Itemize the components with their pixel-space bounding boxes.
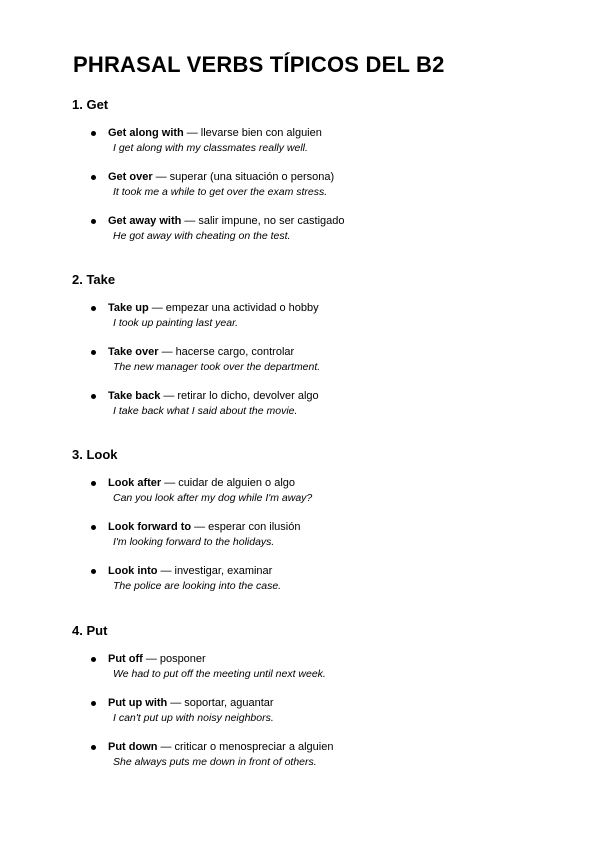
- dash: —: [184, 215, 196, 227]
- example-sentence: She always puts me down in front of others.: [113, 756, 317, 768]
- section-get: [72, 97, 572, 246]
- example-sentence: I get along with my classmates really well.: [113, 142, 308, 154]
- dash: —: [155, 171, 167, 183]
- dash: —: [186, 127, 198, 139]
- phrasal-verb: Take over: [108, 346, 159, 358]
- example-sentence: He got away with cheating on the test.: [113, 230, 291, 242]
- dash: —: [160, 741, 172, 753]
- phrasal-verb: Look forward to: [108, 521, 192, 533]
- phrasal-verb: Get along with: [108, 127, 184, 139]
- example-sentence: The new manager took over the department.: [113, 361, 321, 373]
- bullet-icon: [91, 131, 96, 136]
- section-heading: 2. Take: [72, 272, 116, 287]
- meaning: cuidar de alguien o algo: [178, 477, 295, 489]
- list-item: [72, 389, 572, 421]
- bullet-icon: [91, 657, 96, 662]
- phrasal-verb: Look after: [108, 477, 162, 489]
- entry-definition: [108, 214, 572, 228]
- example-sentence: It took me a while to get over the exam stress.: [113, 186, 328, 198]
- entry-definition: [108, 389, 572, 403]
- dash: —: [145, 653, 157, 665]
- phrasal-verb: Put off: [108, 653, 143, 665]
- entry-definition: [108, 476, 572, 490]
- entry-list: [72, 126, 572, 246]
- list-item: [72, 214, 572, 246]
- list-item: [72, 476, 572, 508]
- list-item: [72, 345, 572, 377]
- section-take: [72, 272, 572, 421]
- phrasal-verb: Get over: [108, 171, 153, 183]
- bullet-icon: [91, 350, 96, 355]
- section-heading: 1. Get: [72, 97, 109, 112]
- list-item: [72, 696, 572, 728]
- dash: —: [161, 346, 173, 358]
- entry-definition: [108, 740, 572, 754]
- meaning: retirar lo dicho, devolver algo: [177, 390, 319, 402]
- page-title: PHRASAL VERBS TÍPICOS DEL B2: [73, 52, 445, 77]
- bullet-icon: [91, 306, 96, 311]
- section-put: [72, 623, 572, 772]
- example-sentence: We had to put off the meeting until next week.: [113, 668, 326, 680]
- entry-definition: [108, 170, 572, 184]
- meaning: llevarse bien con alguien: [200, 127, 322, 139]
- section-heading: 3. Look: [72, 447, 118, 462]
- dash: —: [164, 477, 176, 489]
- meaning: empezar una actividad o hobby: [165, 302, 319, 314]
- example-sentence: I took up painting last year.: [113, 317, 239, 329]
- list-item: [72, 564, 572, 596]
- phrasal-verb: Put down: [108, 741, 158, 753]
- list-item: [72, 652, 572, 684]
- bullet-icon: [91, 219, 96, 224]
- meaning: soportar, aguantar: [184, 697, 274, 709]
- bullet-icon: [91, 481, 96, 486]
- list-item: [72, 126, 572, 158]
- example-sentence: I take back what I said about the movie.: [113, 405, 298, 417]
- dash: —: [163, 390, 175, 402]
- entry-definition: [108, 564, 572, 578]
- meaning: hacerse cargo, controlar: [175, 346, 295, 358]
- entry-definition: [108, 652, 572, 666]
- list-item: [72, 301, 572, 333]
- list-item: [72, 170, 572, 202]
- dash: —: [170, 697, 182, 709]
- example-sentence: I can't put up with noisy neighbors.: [113, 712, 274, 724]
- entry-list: [72, 476, 572, 596]
- phrasal-verb: Get away with: [108, 215, 182, 227]
- meaning: salir impune, no ser castigado: [198, 215, 345, 227]
- example-sentence: I'm looking forward to the holidays.: [113, 536, 275, 548]
- entry-definition: [108, 696, 572, 710]
- entry-definition: [108, 345, 572, 359]
- bullet-icon: [91, 175, 96, 180]
- entry-list: [72, 301, 572, 421]
- meaning: esperar con ilusión: [208, 521, 301, 533]
- entry-definition: [108, 301, 572, 315]
- phrasal-verb: Take back: [108, 390, 161, 402]
- example-sentence: The police are looking into the case.: [113, 580, 282, 592]
- meaning: criticar o menospreciar a alguien: [174, 741, 334, 753]
- dash: —: [151, 302, 163, 314]
- example-sentence: Can you look after my dog while I'm away?: [113, 492, 313, 504]
- meaning: superar (una situación o persona): [169, 171, 335, 183]
- section-look: [72, 447, 572, 596]
- section-heading: 4. Put: [72, 623, 108, 638]
- bullet-icon: [91, 569, 96, 574]
- meaning: posponer: [159, 653, 206, 665]
- phrasal-verb: Take up: [108, 302, 149, 314]
- phrasal-verb: Look into: [108, 565, 158, 577]
- bullet-icon: [91, 525, 96, 530]
- entry-list: [72, 652, 572, 772]
- entry-definition: [108, 520, 572, 534]
- entry-definition: [108, 126, 572, 140]
- bullet-icon: [91, 745, 96, 750]
- dash: —: [194, 521, 206, 533]
- dash: —: [160, 565, 172, 577]
- meaning: investigar, examinar: [174, 565, 273, 577]
- bullet-icon: [91, 394, 96, 399]
- list-item: [72, 740, 572, 772]
- phrasal-verb: Put up with: [108, 697, 168, 709]
- list-item: [72, 520, 572, 552]
- bullet-icon: [91, 701, 96, 706]
